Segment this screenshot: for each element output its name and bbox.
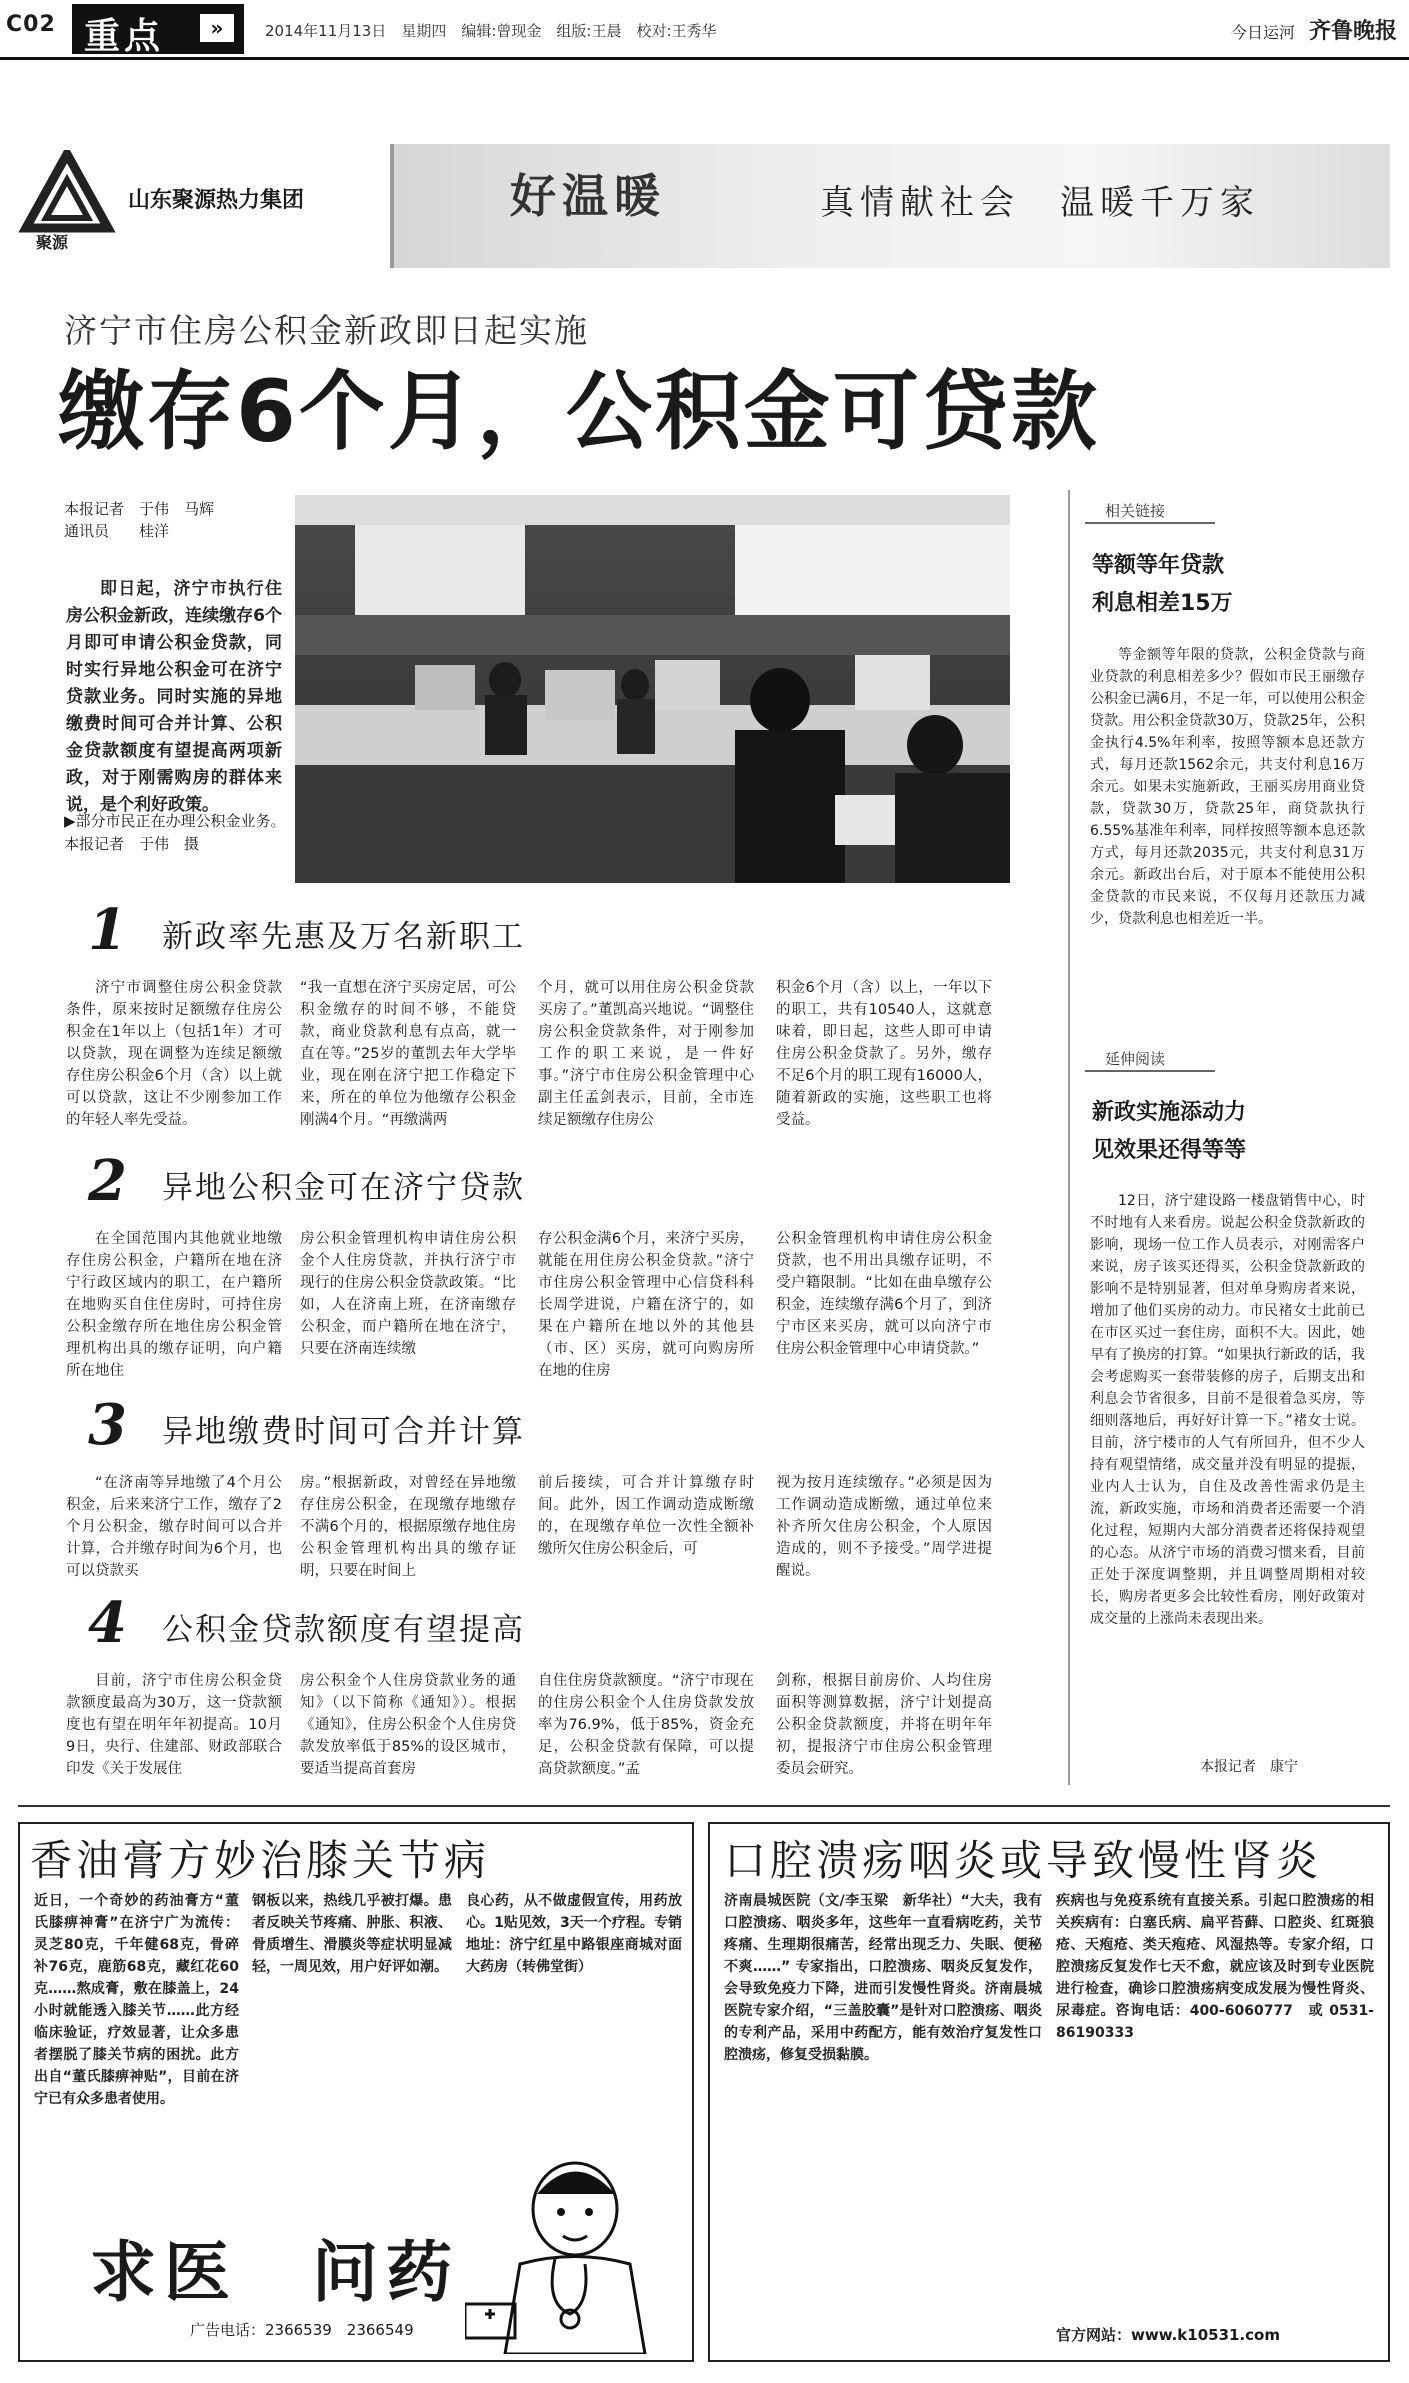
ad-knee-ointment	[18, 1822, 694, 2362]
banner-slogan: 真情献社会 温暖千万家	[820, 183, 1260, 223]
ad2-website: 官方网站：www.k10531.com	[1056, 2326, 1280, 2344]
section-title: 新政率先惠及万名新职工	[162, 919, 525, 955]
section-column: 房。”根据新政，对曾经在异地缴存住房公积金，在现缴存地缴存不满6个月的，根据原缴存地住房公积金管理机构出具的缴存证明，只要在时间上	[300, 1475, 516, 1579]
ad1-text: 近日，一个奇妙的药油膏方“董氏膝痹神膏”在济宁广为流传：灵芝80克，千年健68克，骨碎补76克，鹿筋68克，藏红花60克……熬成膏，敷在膝盖上，24小时就能透入膝关节……此方经临床验证，疗效显著，让众多患者摆脱了膝关节病的困扰。此方出自“董氏膝痹神贴”，目前在济宁已有众多患者使用。	[34, 1893, 239, 2107]
sidebar-tag-related: 相关链接	[1085, 500, 1215, 524]
section-column: 在全国范围内其他就业地缴存住房公积金，户籍所在地在济宁行政区域内的职工，在户籍所在地购买自住住房时，可持住房公积金缴存所在地住房公积金管理机构出具的缴存证明，向户籍所在地住	[66, 1231, 282, 1379]
section-title: 公积金贷款额度有望提高	[162, 1612, 525, 1648]
sidebar-divider	[1068, 490, 1070, 1785]
ad1-big-slogan: 求医 问药	[90, 2233, 460, 2311]
section-number: 4	[88, 1590, 127, 1656]
chevron-right-icon: »	[200, 14, 234, 42]
article-headline: 缴存6个月，公积金可贷款	[58, 362, 1100, 462]
banner-brand: 好温暖	[510, 169, 666, 223]
paper-name: 齐鲁晚报	[1308, 18, 1397, 44]
sidebar-headline-2b: 见效果还得等等	[1092, 1138, 1247, 1163]
ad-divider	[18, 1805, 1390, 1807]
ad2-title: 口腔溃疡咽炎或导致慢性肾炎	[724, 1836, 1323, 1885]
sidebar-headline-2a: 新政实施添动力	[1092, 1100, 1247, 1125]
section-label: 重点	[72, 4, 244, 54]
photo-caption: ▶部分市民正在办理公积金业务。 本报记者 于伟 摄	[64, 812, 294, 853]
section-column: 济宁市调整住房公积金贷款条件，原来按时足额缴存住房公积金在1年以上（包括1年）才可以贷款，现在调整为连续足额缴存住房公积金6个月（含）以上就可以贷款，这让不少刚参加工作的年轻人率先受益。	[66, 980, 282, 1127]
edition-meta: 2014年11月13日 星期四 编辑:曾现金 组版:王晨 校对:王秀华	[265, 22, 717, 40]
sidebar-headline-1a: 等额等年贷款	[1092, 553, 1225, 578]
section-column: 剑称，根据目前房价、人均住房面积等测算数据，济宁计划提高公积金贷款额度，并将在明年年初，提报济宁市住房公积金管理委员会研究。	[776, 1673, 992, 1777]
ad1-phone: 广告电话：2366539 2366549	[190, 2321, 414, 2339]
ad2-col2: 疾病也与免疫系统有直接关系。引起口腔溃疡的相关疾病有：白塞氏病、扁平苔藓、口腔炎、红斑狼疮、天疱疮、类天疱疮、风湿热等。专家介绍，口腔溃疡反复发作七天不愈，就应该及时到专业医院进行检查，确诊口腔溃疡病变成发展为慢性肾炎、尿毒症。咨询电话：400-6060777 或 0531-86190333	[1056, 1893, 1374, 2041]
section-column: 个月，就可以用住房公积金贷款买房了。”董凯高兴地说。“调整住房公积金贷款条件，对于刚参加工作的职工来说，是一件好事。”济宁市住房公积金管理中心副主任孟剑表示，目前，全市连续足额缴存住房公	[538, 980, 754, 1127]
article-lead: 即日起，济宁市执行住房公积金新政，连续缴存6个月即可申请公积金贷款，同时实行异地公积金可在济宁贷款业务。同时实施的异地缴费时间可合并计算、公积金贷款额度有望提高两项新政，对于刚需购房的群体来说，是个利好政策。	[66, 579, 282, 815]
section-number: 1	[88, 897, 127, 963]
section-column: 积金6个月（含）以上，一年以下的职工，共有10540人，这就意味着，即日起，这些人即可申请住房公积金贷款了。另外，缴存不足6个月的职工现有16000人，随着新政的实施，这些职工也将受益。	[776, 980, 992, 1127]
section-column: 目前，济宁市住房公积金贷款额度最高为30万，这一贷款额度也有望在明年年初提高。10月9日，央行、住建部、财政部联合印发《关于发展住	[66, 1673, 282, 1777]
byline-reporters: 本报记者 于伟 马辉	[64, 500, 215, 518]
section-column: 公积金管理机构申请住房公积金贷款，也不用出具缴存证明，不受户籍限制。“比如在曲阜缴存公积金，连续缴存满6个月了，到济宁市区来买房，就可以向济宁市住房公积金管理中心申请贷款。”	[776, 1231, 992, 1357]
section-column: “我一直想在济宁买房定居，可公积金缴存的时间不够，不能贷款，商业贷款利息有点高，就一直在等。”25岁的董凯去年大学毕业，现在刚在济宁把工作稳定下来，所在的单位为他缴存公积金刚满4个月。“再缴满两	[300, 980, 516, 1127]
ad1-title: 香油膏方妙治膝关节病	[30, 1836, 491, 1885]
company-name: 山东聚源热力集团	[128, 188, 305, 213]
sidebar-tag-extended: 延伸阅读	[1085, 1048, 1215, 1072]
section-column: “在济南等异地缴了4个月公积金，后来来济宁工作，缴存了2个月公积金，缴存时间可以合并计算，合并缴存时间为6个月，也可以贷款买	[66, 1475, 282, 1579]
section-column: 自住住房贷款额度。“济宁市现在的住房公积金个人住房贷款发放率为76.9%，低于85%，资金充足，公积金贷款有保障，可以提高贷款额度。”孟	[538, 1673, 754, 1777]
section-title: 异地缴费时间可合并计算	[162, 1414, 525, 1450]
sidebar-headline-1b: 利息相差15万	[1092, 591, 1233, 616]
sidebar-body-1: 等金额等年限的贷款，公积金贷款与商业贷款的利息相差多少？假如市民王丽缴存公积金已满6月，不足一年，可以使用公积金贷款。用公积金贷款30万，贷款25年，公积金执行4.5%年利率，按照等额本息还款方式，每月还款1562余元，共支付利息16万余元。如果未实施新政，王丽买房用商业贷款，贷款30万，贷款25年，商贷款执行6.55%基准年利率，同样按照等额本息还款方式，每月还款2035元，共支付利息31万余元。新政出台后，对于原本不能使用公积金贷款的市民来说，不仅每月还款压力减少，贷款利息也相差近一半。	[1090, 647, 1365, 927]
section-title: 异地公积金可在济宁贷款	[162, 1170, 525, 1206]
section-number: 3	[88, 1392, 127, 1458]
doctor-illustration	[465, 2154, 675, 2358]
ad-oral-ulcer	[708, 1822, 1390, 2362]
section-column: 房公积金管理机构申请住房公积金个人住房贷款，并执行济宁市现行的住房公积金贷款政策。“比如，人在济南上班，在济南缴存公积金，而户籍所在地在济宁，只要在济南连续缴	[300, 1231, 516, 1357]
byline-correspondent: 通讯员 桂洋	[64, 522, 170, 540]
section-column: 视为按月连续缴存。”必须是因为工作调动造成断缴，通过单位来补齐所欠住房公积金，个人原因造成的，则不予接受。”周学进提醒说。	[776, 1475, 992, 1579]
section-number: 2	[88, 1148, 127, 1214]
masthead-right	[1231, 14, 1397, 45]
byline	[64, 498, 264, 542]
ad2-text: 济南晨城医院（文/李玉梁 新华社）“大夫，我有口腔溃疡、咽炎多年，这些年一直看病吃药，关节疼痛、生理期很痛苦，经常出现乏力、失眠、便秘不爽……” 专家指出，口腔溃疡、咽炎反复发作，会导致免疫力下降，进而引发慢性肾炎。济南晨城医院专家介绍，“三盖胶囊”是针对口腔溃疡、咽炎的专利产品，采用中药配方，能有效治疗复发性口腔溃疡，修复受损黏膜。	[724, 1893, 1042, 2063]
sidebar-body-2: 12日，济宁建设路一楼盘销售中心，时不时地有人来看房。说起公积金贷款新政的影响，现场一位工作人员表示，对刚需客户来说，房子该买还得买，公积金贷款新政的影响不是特别显著，但对单身购房者来说，增加了他们买房的动力。市民褚女士此前已在市区买过一套住房，面积不大。因此，她早有了换房的打算。“如果执行新政的话，我会考虑购买一套带装修的房子，后期支出和利息会节省很多，目前不是很着急买房，等细则落地后，再好好计算一下。”褚女士说。目前，济宁楼市的人气有所回升，但不少人持有观望情绪，成交量并没有明显的提振，业内人士认为，自住及改善性需求仍是主流，新政实施，市场和消费者还需要一个消化过程，短期内大部分消费者还将保持观望的心态。从济宁市场的消费习惯来看，目前正处于深度调整期，并且调整周期相对较长，购房者更多会比较性看房，刚好政策对成交量的上涨尚未表现出来。	[1090, 1193, 1365, 1627]
article-kicker: 济宁市住房公积金新政即日起实施	[64, 311, 589, 350]
tagline: 今日运河	[1230, 23, 1295, 42]
section-column: 存公积金满6个月，来济宁买房，就能在用住房公积金贷款。”济宁市住房公积金管理中心信贷科科长周学进说，户籍在济宁的，如果在户籍所在地以外的其他县（市、区）买房，就可向购房所在地的住房	[538, 1231, 754, 1379]
section-column: 前后接续，可合并计算缴存时间。此外，因工作调动造成断缴的，在现缴存单位一次性全额补缴所欠住房公积金后，可	[538, 1475, 754, 1557]
page-number: C02	[6, 12, 56, 37]
company-logo	[18, 150, 116, 254]
section-column: 房公积金个人住房贷款业务的通知》（以下简称《通知》）。根据《通知》，住房公积金个人住房贷款发放率低于85%的设区城市，要适当提高首套房	[300, 1673, 516, 1777]
ad1-col2: 钢板以来，热线几乎被打爆。患者反映关节疼痛、肿胀、积液、骨质增生、滑膜炎等症状明显减轻，一周见效，用户好评如潮。	[252, 1893, 452, 1975]
logo-text: 聚源	[36, 233, 69, 252]
office-photo	[295, 495, 1010, 883]
sidebar-signature: 本报记者 康宁	[1200, 1759, 1298, 1775]
ad1-col3: 良心药，从不做虚假宣传，用药放心。1贴见效，3天一个疗程。专销地址：济宁红星中路银座商城对面大药房（转佛堂街）	[466, 1893, 682, 1975]
